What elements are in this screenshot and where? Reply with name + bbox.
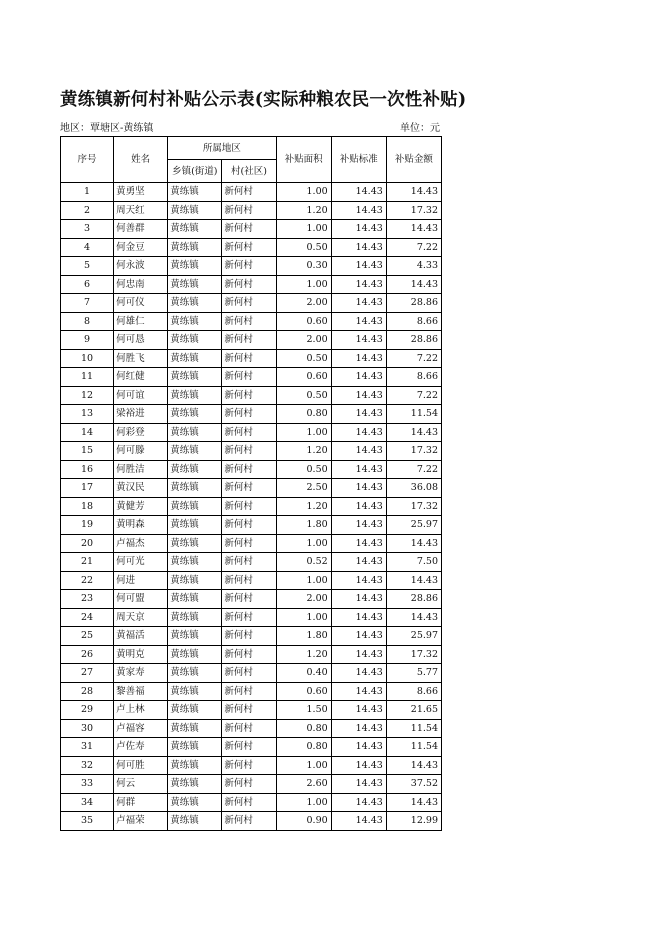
- table-body: [61, 183, 442, 831]
- cell-subsidy-amount: 36.08: [386, 479, 441, 498]
- cell-subsidy-amount: 7.22: [386, 349, 441, 368]
- cell-subsidy-amount: 17.32: [386, 442, 441, 461]
- cell-name: 黎善福: [114, 682, 168, 701]
- cell-subsidy-rate: 14.43: [331, 701, 386, 720]
- cell-subsidy-rate: 14.43: [331, 183, 386, 202]
- cell-town: 黄练镇: [168, 590, 222, 609]
- header-subsidy-rate: 补贴标准: [331, 137, 386, 183]
- cell-village: 新何村: [222, 349, 276, 368]
- header-subsidy-area: 补贴面积: [276, 137, 331, 183]
- table-row: [61, 590, 442, 609]
- cell-subsidy-amount: 14.43: [386, 793, 441, 812]
- cell-name: 何可恳: [114, 331, 168, 350]
- cell-subsidy-rate: 14.43: [331, 627, 386, 646]
- cell-subsidy-amount: 14.43: [386, 571, 441, 590]
- cell-name: 卢福杰: [114, 534, 168, 553]
- cell-subsidy-rate: 14.43: [331, 793, 386, 812]
- cell-name: 卢上林: [114, 701, 168, 720]
- cell-subsidy-amount: 28.86: [386, 331, 441, 350]
- cell-subsidy-amount: 17.32: [386, 201, 441, 220]
- cell-town: 黄练镇: [168, 719, 222, 738]
- cell-subsidy-area: 0.90: [276, 812, 331, 831]
- cell-name: 何可谊: [114, 386, 168, 405]
- cell-village: 新何村: [222, 812, 276, 831]
- cell-subsidy-amount: 14.43: [386, 183, 441, 202]
- cell-seq: 20: [61, 534, 114, 553]
- table-row: [61, 775, 442, 794]
- cell-subsidy-amount: 37.52: [386, 775, 441, 794]
- cell-subsidy-area: 1.80: [276, 627, 331, 646]
- table-row: [61, 183, 442, 202]
- cell-name: 何可胜: [114, 756, 168, 775]
- subsidy-table: [60, 136, 442, 831]
- cell-name: 何进: [114, 571, 168, 590]
- cell-name: 何可盟: [114, 590, 168, 609]
- cell-village: 新何村: [222, 664, 276, 683]
- cell-subsidy-rate: 14.43: [331, 553, 386, 572]
- cell-name: 卢佐寿: [114, 738, 168, 757]
- cell-subsidy-rate: 14.43: [331, 664, 386, 683]
- cell-seq: 9: [61, 331, 114, 350]
- cell-subsidy-area: 2.50: [276, 479, 331, 498]
- cell-subsidy-rate: 14.43: [331, 220, 386, 239]
- cell-subsidy-area: 2.00: [276, 590, 331, 609]
- cell-subsidy-rate: 14.43: [331, 201, 386, 220]
- cell-subsidy-amount: 12.99: [386, 812, 441, 831]
- cell-subsidy-area: 1.00: [276, 608, 331, 627]
- cell-subsidy-area: 1.00: [276, 756, 331, 775]
- cell-subsidy-rate: 14.43: [331, 497, 386, 516]
- table-row: [61, 812, 442, 831]
- cell-seq: 1: [61, 183, 114, 202]
- cell-seq: 14: [61, 423, 114, 442]
- cell-village: 新何村: [222, 312, 276, 331]
- cell-subsidy-rate: 14.43: [331, 349, 386, 368]
- cell-subsidy-area: 0.80: [276, 738, 331, 757]
- cell-seq: 15: [61, 442, 114, 461]
- cell-subsidy-amount: 14.43: [386, 423, 441, 442]
- cell-seq: 27: [61, 664, 114, 683]
- cell-name: 黄家寿: [114, 664, 168, 683]
- cell-town: 黄练镇: [168, 645, 222, 664]
- cell-village: 新何村: [222, 460, 276, 479]
- table-row: [61, 645, 442, 664]
- cell-town: 黄练镇: [168, 664, 222, 683]
- cell-town: 黄练镇: [168, 238, 222, 257]
- cell-subsidy-area: 0.30: [276, 257, 331, 276]
- cell-subsidy-rate: 14.43: [331, 645, 386, 664]
- cell-subsidy-rate: 14.43: [331, 423, 386, 442]
- cell-subsidy-rate: 14.43: [331, 460, 386, 479]
- cell-subsidy-area: 0.80: [276, 405, 331, 424]
- cell-subsidy-amount: 7.22: [386, 238, 441, 257]
- cell-name: 何忠南: [114, 275, 168, 294]
- cell-seq: 16: [61, 460, 114, 479]
- cell-subsidy-rate: 14.43: [331, 571, 386, 590]
- cell-name: 何彩登: [114, 423, 168, 442]
- cell-name: 何可仪: [114, 294, 168, 313]
- cell-town: 黄练镇: [168, 201, 222, 220]
- cell-subsidy-area: 1.20: [276, 497, 331, 516]
- cell-seq: 23: [61, 590, 114, 609]
- cell-town: 黄练镇: [168, 479, 222, 498]
- cell-subsidy-amount: 21.65: [386, 701, 441, 720]
- table-row: [61, 553, 442, 572]
- cell-name: 黄明森: [114, 516, 168, 535]
- cell-village: 新何村: [222, 534, 276, 553]
- cell-subsidy-amount: 25.97: [386, 516, 441, 535]
- cell-village: 新何村: [222, 793, 276, 812]
- cell-town: 黄练镇: [168, 793, 222, 812]
- table-row: [61, 516, 442, 535]
- cell-name: 何永波: [114, 257, 168, 276]
- cell-subsidy-rate: 14.43: [331, 442, 386, 461]
- cell-village: 新何村: [222, 590, 276, 609]
- table-row: [61, 534, 442, 553]
- cell-seq: 29: [61, 701, 114, 720]
- cell-village: 新何村: [222, 738, 276, 757]
- cell-seq: 7: [61, 294, 114, 313]
- cell-town: 黄练镇: [168, 497, 222, 516]
- cell-subsidy-area: 0.60: [276, 312, 331, 331]
- cell-subsidy-area: 0.80: [276, 719, 331, 738]
- table-row: [61, 497, 442, 516]
- cell-village: 新何村: [222, 423, 276, 442]
- cell-village: 新何村: [222, 682, 276, 701]
- table-row: [61, 756, 442, 775]
- table-row: [61, 442, 442, 461]
- cell-name: 何胜洁: [114, 460, 168, 479]
- cell-subsidy-area: 1.20: [276, 442, 331, 461]
- cell-subsidy-area: 0.50: [276, 460, 331, 479]
- cell-village: 新何村: [222, 275, 276, 294]
- cell-name: 周天红: [114, 201, 168, 220]
- cell-subsidy-amount: 14.43: [386, 756, 441, 775]
- cell-seq: 34: [61, 793, 114, 812]
- cell-subsidy-amount: 7.22: [386, 386, 441, 405]
- unit-label: 单位：元: [400, 123, 440, 134]
- cell-seq: 22: [61, 571, 114, 590]
- cell-name: 何雄仁: [114, 312, 168, 331]
- table-row: [61, 294, 442, 313]
- cell-town: 黄练镇: [168, 294, 222, 313]
- cell-seq: 35: [61, 812, 114, 831]
- table-row: [61, 460, 442, 479]
- cell-village: 新何村: [222, 238, 276, 257]
- cell-name: 卢福容: [114, 719, 168, 738]
- cell-name: 黄勇坚: [114, 183, 168, 202]
- cell-subsidy-area: 2.60: [276, 775, 331, 794]
- table-row: [61, 201, 442, 220]
- cell-subsidy-rate: 14.43: [331, 294, 386, 313]
- cell-seq: 30: [61, 719, 114, 738]
- cell-seq: 4: [61, 238, 114, 257]
- table-row: [61, 331, 442, 350]
- cell-seq: 33: [61, 775, 114, 794]
- header-seq: 序号: [61, 137, 114, 183]
- cell-village: 新何村: [222, 775, 276, 794]
- table-row: [61, 701, 442, 720]
- cell-town: 黄练镇: [168, 423, 222, 442]
- cell-subsidy-amount: 28.86: [386, 590, 441, 609]
- cell-subsidy-rate: 14.43: [331, 682, 386, 701]
- cell-subsidy-amount: 14.43: [386, 220, 441, 239]
- table-row: [61, 349, 442, 368]
- cell-seq: 8: [61, 312, 114, 331]
- cell-subsidy-rate: 14.43: [331, 719, 386, 738]
- table-row: [61, 738, 442, 757]
- cell-village: 新何村: [222, 386, 276, 405]
- cell-subsidy-amount: 7.50: [386, 553, 441, 572]
- cell-town: 黄练镇: [168, 331, 222, 350]
- cell-seq: 17: [61, 479, 114, 498]
- cell-subsidy-rate: 14.43: [331, 275, 386, 294]
- cell-subsidy-rate: 14.43: [331, 738, 386, 757]
- cell-subsidy-amount: 11.54: [386, 738, 441, 757]
- cell-town: 黄练镇: [168, 553, 222, 572]
- cell-name: 黄汉民: [114, 479, 168, 498]
- table-row: [61, 793, 442, 812]
- cell-seq: 12: [61, 386, 114, 405]
- cell-subsidy-rate: 14.43: [331, 238, 386, 257]
- cell-town: 黄练镇: [168, 571, 222, 590]
- cell-subsidy-amount: 14.43: [386, 534, 441, 553]
- cell-seq: 3: [61, 220, 114, 239]
- header-village: 村(社区): [222, 160, 276, 183]
- page-title: 黄练镇新何村补贴公示表(实际种粮农民一次性补贴): [60, 90, 467, 110]
- cell-name: 何金豆: [114, 238, 168, 257]
- cell-subsidy-rate: 14.43: [331, 405, 386, 424]
- table-row: [61, 238, 442, 257]
- cell-subsidy-area: 2.00: [276, 294, 331, 313]
- cell-subsidy-rate: 14.43: [331, 516, 386, 535]
- cell-town: 黄练镇: [168, 775, 222, 794]
- cell-seq: 11: [61, 368, 114, 387]
- cell-subsidy-area: 1.00: [276, 423, 331, 442]
- cell-subsidy-rate: 14.43: [331, 775, 386, 794]
- cell-subsidy-area: 1.20: [276, 645, 331, 664]
- cell-seq: 13: [61, 405, 114, 424]
- cell-village: 新何村: [222, 571, 276, 590]
- cell-subsidy-amount: 25.97: [386, 627, 441, 646]
- cell-town: 黄练镇: [168, 812, 222, 831]
- cell-town: 黄练镇: [168, 516, 222, 535]
- cell-subsidy-area: 0.60: [276, 682, 331, 701]
- cell-town: 黄练镇: [168, 368, 222, 387]
- table-row: [61, 608, 442, 627]
- cell-seq: 18: [61, 497, 114, 516]
- cell-subsidy-area: 1.00: [276, 793, 331, 812]
- cell-village: 新何村: [222, 645, 276, 664]
- cell-town: 黄练镇: [168, 183, 222, 202]
- cell-seq: 6: [61, 275, 114, 294]
- cell-name: 何群: [114, 793, 168, 812]
- cell-town: 黄练镇: [168, 534, 222, 553]
- cell-town: 黄练镇: [168, 442, 222, 461]
- cell-name: 卢福荣: [114, 812, 168, 831]
- cell-town: 黄练镇: [168, 312, 222, 331]
- header-area-group: 所属地区: [168, 137, 276, 160]
- cell-subsidy-rate: 14.43: [331, 812, 386, 831]
- header-subsidy-amount: 补贴金额: [386, 137, 441, 183]
- cell-village: 新何村: [222, 627, 276, 646]
- region-label: 地区：覃塘区-黄练镇: [60, 123, 154, 134]
- cell-subsidy-amount: 7.22: [386, 460, 441, 479]
- cell-village: 新何村: [222, 368, 276, 387]
- cell-village: 新何村: [222, 442, 276, 461]
- cell-village: 新何村: [222, 331, 276, 350]
- cell-seq: 2: [61, 201, 114, 220]
- cell-subsidy-area: 1.00: [276, 534, 331, 553]
- cell-subsidy-rate: 14.43: [331, 534, 386, 553]
- table-row: [61, 571, 442, 590]
- cell-village: 新何村: [222, 405, 276, 424]
- cell-subsidy-area: 0.60: [276, 368, 331, 387]
- cell-village: 新何村: [222, 553, 276, 572]
- cell-village: 新何村: [222, 497, 276, 516]
- header-town: 乡镇(街道): [168, 160, 222, 183]
- cell-village: 新何村: [222, 220, 276, 239]
- table-row: [61, 257, 442, 276]
- cell-seq: 10: [61, 349, 114, 368]
- cell-name: 何云: [114, 775, 168, 794]
- table-row: [61, 479, 442, 498]
- cell-village: 新何村: [222, 756, 276, 775]
- table-row: [61, 368, 442, 387]
- cell-seq: 28: [61, 682, 114, 701]
- table-row: [61, 719, 442, 738]
- cell-subsidy-area: 1.20: [276, 201, 331, 220]
- cell-subsidy-rate: 14.43: [331, 331, 386, 350]
- cell-name: 黄健芳: [114, 497, 168, 516]
- cell-name: 何胜飞: [114, 349, 168, 368]
- cell-village: 新何村: [222, 257, 276, 276]
- cell-town: 黄练镇: [168, 405, 222, 424]
- cell-town: 黄练镇: [168, 386, 222, 405]
- cell-subsidy-amount: 5.77: [386, 664, 441, 683]
- table-row: [61, 664, 442, 683]
- table-row: [61, 386, 442, 405]
- cell-subsidy-amount: 14.43: [386, 275, 441, 294]
- cell-village: 新何村: [222, 183, 276, 202]
- cell-town: 黄练镇: [168, 608, 222, 627]
- cell-town: 黄练镇: [168, 257, 222, 276]
- cell-name: 周天京: [114, 608, 168, 627]
- cell-subsidy-amount: 17.32: [386, 645, 441, 664]
- table-row: [61, 312, 442, 331]
- cell-subsidy-area: 1.50: [276, 701, 331, 720]
- cell-subsidy-area: 1.80: [276, 516, 331, 535]
- cell-town: 黄练镇: [168, 275, 222, 294]
- cell-village: 新何村: [222, 719, 276, 738]
- table-row: [61, 405, 442, 424]
- cell-name: 何可光: [114, 553, 168, 572]
- cell-subsidy-area: 0.50: [276, 349, 331, 368]
- cell-village: 新何村: [222, 701, 276, 720]
- cell-town: 黄练镇: [168, 627, 222, 646]
- cell-subsidy-rate: 14.43: [331, 257, 386, 276]
- table-row: [61, 423, 442, 442]
- cell-seq: 26: [61, 645, 114, 664]
- cell-seq: 21: [61, 553, 114, 572]
- cell-subsidy-amount: 14.43: [386, 608, 441, 627]
- cell-subsidy-amount: 8.66: [386, 312, 441, 331]
- cell-name: 黄明克: [114, 645, 168, 664]
- cell-subsidy-area: 0.52: [276, 553, 331, 572]
- cell-name: 何红健: [114, 368, 168, 387]
- cell-subsidy-rate: 14.43: [331, 756, 386, 775]
- header-name: 姓名: [114, 137, 168, 183]
- cell-subsidy-area: 1.00: [276, 220, 331, 239]
- cell-village: 新何村: [222, 294, 276, 313]
- cell-subsidy-rate: 14.43: [331, 312, 386, 331]
- cell-subsidy-amount: 17.32: [386, 497, 441, 516]
- cell-town: 黄练镇: [168, 701, 222, 720]
- cell-town: 黄练镇: [168, 220, 222, 239]
- cell-village: 新何村: [222, 201, 276, 220]
- cell-village: 新何村: [222, 516, 276, 535]
- cell-seq: 31: [61, 738, 114, 757]
- cell-subsidy-rate: 14.43: [331, 386, 386, 405]
- cell-seq: 25: [61, 627, 114, 646]
- cell-village: 新何村: [222, 608, 276, 627]
- cell-subsidy-amount: 8.66: [386, 368, 441, 387]
- cell-seq: 19: [61, 516, 114, 535]
- cell-subsidy-area: 1.00: [276, 571, 331, 590]
- cell-seq: 5: [61, 257, 114, 276]
- cell-name: 何可滕: [114, 442, 168, 461]
- cell-village: 新何村: [222, 479, 276, 498]
- cell-subsidy-area: 0.40: [276, 664, 331, 683]
- table-row: [61, 220, 442, 239]
- cell-seq: 24: [61, 608, 114, 627]
- cell-town: 黄练镇: [168, 682, 222, 701]
- cell-seq: 32: [61, 756, 114, 775]
- table-row: [61, 275, 442, 294]
- cell-subsidy-area: 0.50: [276, 238, 331, 257]
- cell-name: 何善群: [114, 220, 168, 239]
- cell-subsidy-rate: 14.43: [331, 590, 386, 609]
- cell-town: 黄练镇: [168, 349, 222, 368]
- cell-subsidy-amount: 28.86: [386, 294, 441, 313]
- cell-town: 黄练镇: [168, 738, 222, 757]
- cell-subsidy-rate: 14.43: [331, 368, 386, 387]
- cell-subsidy-amount: 11.54: [386, 719, 441, 738]
- cell-subsidy-rate: 14.43: [331, 479, 386, 498]
- cell-subsidy-amount: 4.33: [386, 257, 441, 276]
- table-row: [61, 627, 442, 646]
- cell-town: 黄练镇: [168, 460, 222, 479]
- cell-subsidy-amount: 11.54: [386, 405, 441, 424]
- table-row: [61, 682, 442, 701]
- cell-subsidy-rate: 14.43: [331, 608, 386, 627]
- cell-subsidy-area: 1.00: [276, 183, 331, 202]
- cell-subsidy-amount: 8.66: [386, 682, 441, 701]
- cell-name: 梁裕进: [114, 405, 168, 424]
- cell-town: 黄练镇: [168, 756, 222, 775]
- cell-subsidy-area: 2.00: [276, 331, 331, 350]
- cell-subsidy-area: 1.00: [276, 275, 331, 294]
- cell-subsidy-area: 0.50: [276, 386, 331, 405]
- cell-name: 黄福活: [114, 627, 168, 646]
